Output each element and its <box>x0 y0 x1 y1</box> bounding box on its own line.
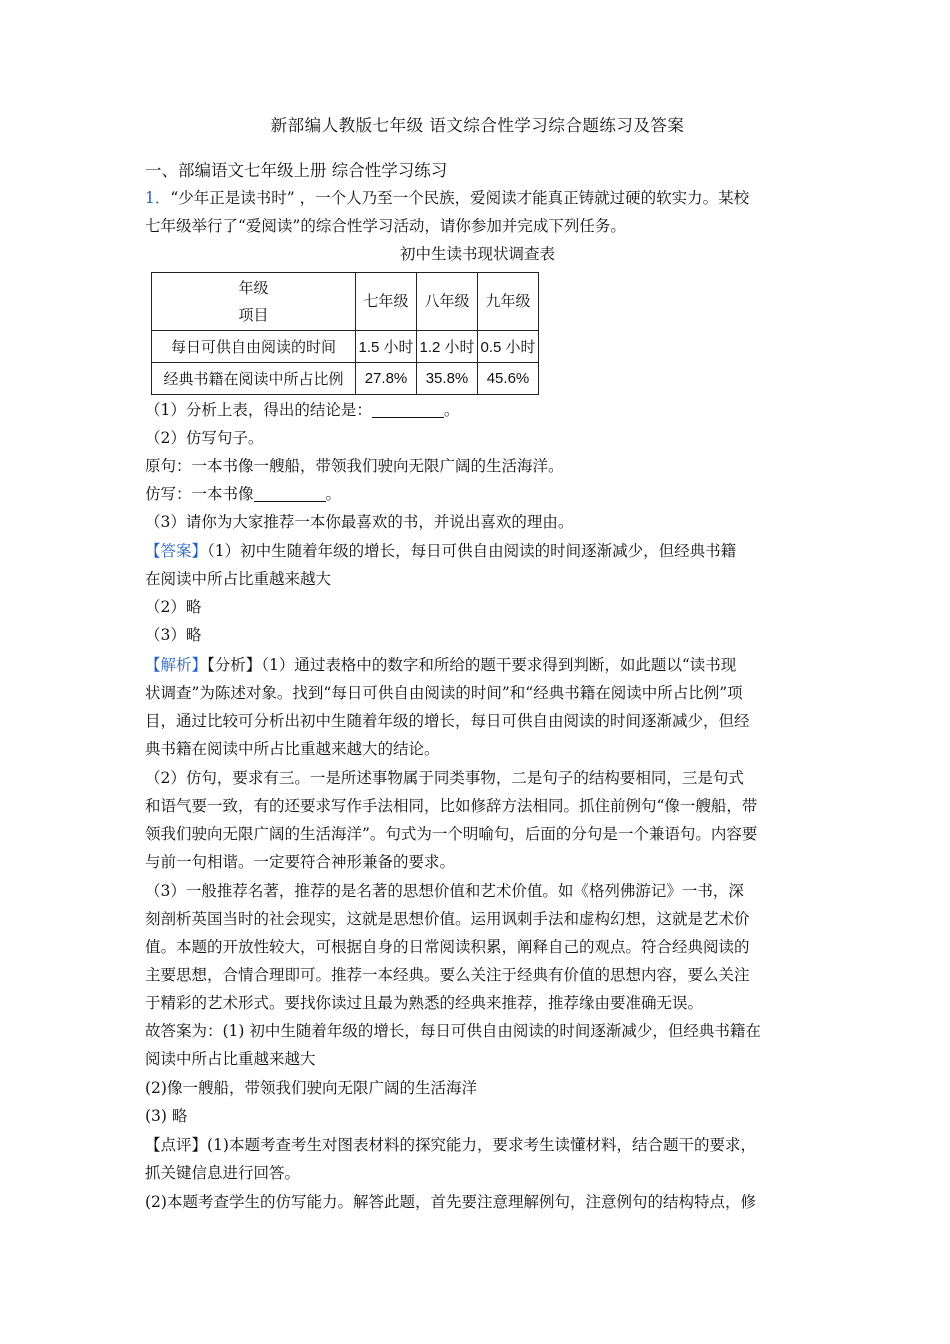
analysis-line: 领我们驶向无限广阔的生活海洋”。句式为一个明喻句，后面的分句是一个兼语句。内容要 <box>145 825 758 843</box>
question-text-1: “少年正是读书时” ，一个人乃至一个民族，爱阅读才能真正铸就过硬的软实力。某校 <box>170 189 750 207</box>
table-cell: 1.2 小时 <box>417 331 478 363</box>
analysis-line: 典书籍在阅读中所占比重越来越大的结论。 <box>145 740 440 758</box>
analysis-line: 目，通过比较可分析出初中生随着年级的增长，每日可供自由阅读的时间逐渐减少，但经 <box>145 712 750 730</box>
analysis-line: 【点评】(1)本题考查考生对图表材料的探究能力，要求考生读懂材料，结合题干的要求， <box>145 1136 756 1154</box>
analysis-line: (2)本题考查学生的仿写能力。解答此题，首先要注意理解例句，注意例句的结构特点，修 <box>145 1193 756 1211</box>
original-sentence: 原句：一本书像一艘船，带领我们驶向无限广阔的生活海洋。 <box>145 457 564 475</box>
answer-blank <box>372 399 444 418</box>
document-title: 新部编人教版七年级 语文综合性学习综合题练习及答案 <box>270 116 685 135</box>
task-1-end: 。 <box>443 401 460 419</box>
question-line-2: 七年级举行了“爱阅读”的综合性学习活动，请你参加并完成下列任务。 <box>145 217 626 235</box>
task-2: （2）仿写句子。 <box>145 429 264 447</box>
section-heading: 一、部编语文七年级上册 综合性学习练习 <box>145 161 448 180</box>
table-row <box>152 363 539 395</box>
analysis-line: (2)像一艘船，带领我们驶向无限广阔的生活海洋 <box>145 1079 477 1097</box>
analysis-line: 与前一句相谐。一定要符合神形兼备的要求。 <box>145 853 456 871</box>
answer-3: （3）略 <box>145 626 202 644</box>
imitation-end: 。 <box>325 485 342 503</box>
analysis-tag: 【解析】 <box>145 656 208 674</box>
table-cell: 27.8% <box>356 363 417 395</box>
table-row <box>152 331 539 363</box>
table-cell: 35.8% <box>417 363 478 395</box>
row-label: 每日可供自由阅读的时间 <box>152 331 356 363</box>
analysis-line: （3）一般推荐名著，推荐的是名著的思想价值和艺术价值。如《格列佛游记》一书，深 <box>145 882 744 900</box>
analysis-line: 于精彩的艺术形式。要找你读过且最为熟悉的经典来推荐，推荐缘由要准确无误。 <box>145 994 704 1012</box>
analysis-line: 和语气要一致，有的还要求写作手法相同，比如修辞方法相同。抓住前例句“像一艘船，带 <box>145 797 758 815</box>
table-corner-cell <box>152 273 356 331</box>
question-number: 1． <box>145 189 171 207</box>
analysis-line: 故答案为：(1) 初中生随着年级的增长，每日可供自由阅读的时间逐渐减少，但经典书籍在 <box>145 1022 761 1040</box>
answer-tag: 【答案】 <box>145 542 208 560</box>
task-3: （3）请你为大家推荐一本你最喜欢的书，并说出喜欢的理由。 <box>145 513 574 531</box>
column-header: 九年级 <box>478 273 539 331</box>
imitation-line <box>145 480 341 509</box>
question-line-1 <box>145 184 749 213</box>
answer-line-2: 在阅读中所占比重越来越大 <box>145 570 332 588</box>
answer-line-1 <box>145 537 736 566</box>
survey-table <box>151 272 539 395</box>
analysis-line: 刻剖析英国当时的社会现实，这就是思想价值。运用讽刺手法和虚构幻想，这就是艺术价 <box>145 910 750 928</box>
analysis-line: 值。本题的开放性较大，可根据自身的日常阅读积累，阐释自己的观点。符合经典阅读的 <box>145 938 750 956</box>
task-1-text: （1）分析上表，得出的结论是： <box>145 401 372 419</box>
row-label: 经典书籍在阅读中所占比例 <box>152 363 356 395</box>
analysis-line: 主要思想，合情合理即可。推荐一本经典。要么关注于经典有价值的思想内容，要么关注 <box>145 966 750 984</box>
analysis-line <box>145 651 736 680</box>
table-header-row <box>152 273 539 331</box>
analysis-text: 【分析】（1）通过表格中的数字和所给的题干要求得到判断，如此题以“读书现 <box>207 656 737 674</box>
answer-2: （2）略 <box>145 598 202 616</box>
analysis-line: 状调查”为陈述对象。找到“每日可供自由阅读的时间”和“经典书籍在阅读中所占比例”项 <box>145 684 743 702</box>
corner-grade-label: 年级 <box>238 278 269 297</box>
corner-item-label: 项目 <box>238 305 269 324</box>
table-cell: 0.5 小时 <box>478 331 539 363</box>
task-1 <box>145 396 459 425</box>
analysis-line: 抓关键信息进行回答。 <box>145 1164 301 1182</box>
analysis-line: 阅读中所占比重越来越大 <box>145 1050 316 1068</box>
table-cell: 45.6% <box>478 363 539 395</box>
analysis-line: (3) 略 <box>145 1107 188 1125</box>
table-cell: 1.5 小时 <box>356 331 417 363</box>
imitation-blank <box>254 483 326 502</box>
column-header: 八年级 <box>417 273 478 331</box>
analysis-line: （2）仿句，要求有三。一是所述事物属于同类事物，二是句子的结构要相同，三是句式 <box>145 769 744 787</box>
column-header: 七年级 <box>356 273 417 331</box>
table-caption: 初中生读书现状调查表 <box>399 245 555 263</box>
answer-text-1: （1）初中生随着年级的增长，每日可供自由阅读的时间逐渐减少，但经典书籍 <box>207 542 737 560</box>
imitation-prefix: 仿写：一本书像 <box>145 485 254 503</box>
